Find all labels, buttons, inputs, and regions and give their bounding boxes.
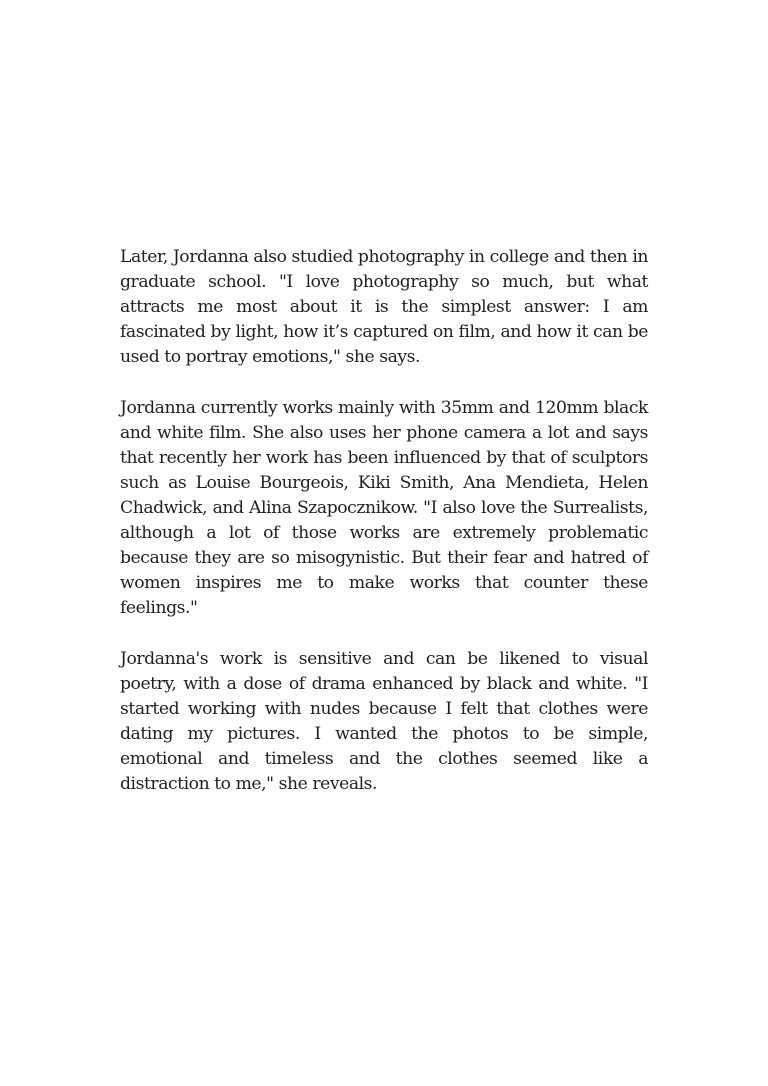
paragraph-education: Later, Jordanna also studied photography in college and then in graduate school. "I love photography so much, but what attracts me most about it is the simplest answer: I am fascinated by light, how it’s captured on film, and how it can be used to portray emotions," she says. — [120, 247, 648, 368]
article-body — [120, 245, 648, 797]
paragraph-film-influences: Jordanna currently works mainly with 35mm and 120mm black and white film. She also uses her phone camera a lot and says that recently her work has been influenced by that of sculptors such as Louise Bourgeois, Kiki Smith, Ana Mendieta, Helen Chadwick, and Alina Szapocznikow. "I also love the Surrealists, although a lot of those works are extremely problematic because they are so misogynistic. But their fear and hatred of women inspires me to make works that counter these feelings." — [120, 397, 648, 619]
paragraph-nudes: Jordanna's work is sensitive and can be likened to visual poetry, with a dose of drama enhanced by black and white. "I started working with nudes because I felt that clothes were dating my pictures. I wanted the photos to be simple, emotional and timeless and the clothes seemed like a distraction to me," she reveals. — [120, 648, 648, 794]
